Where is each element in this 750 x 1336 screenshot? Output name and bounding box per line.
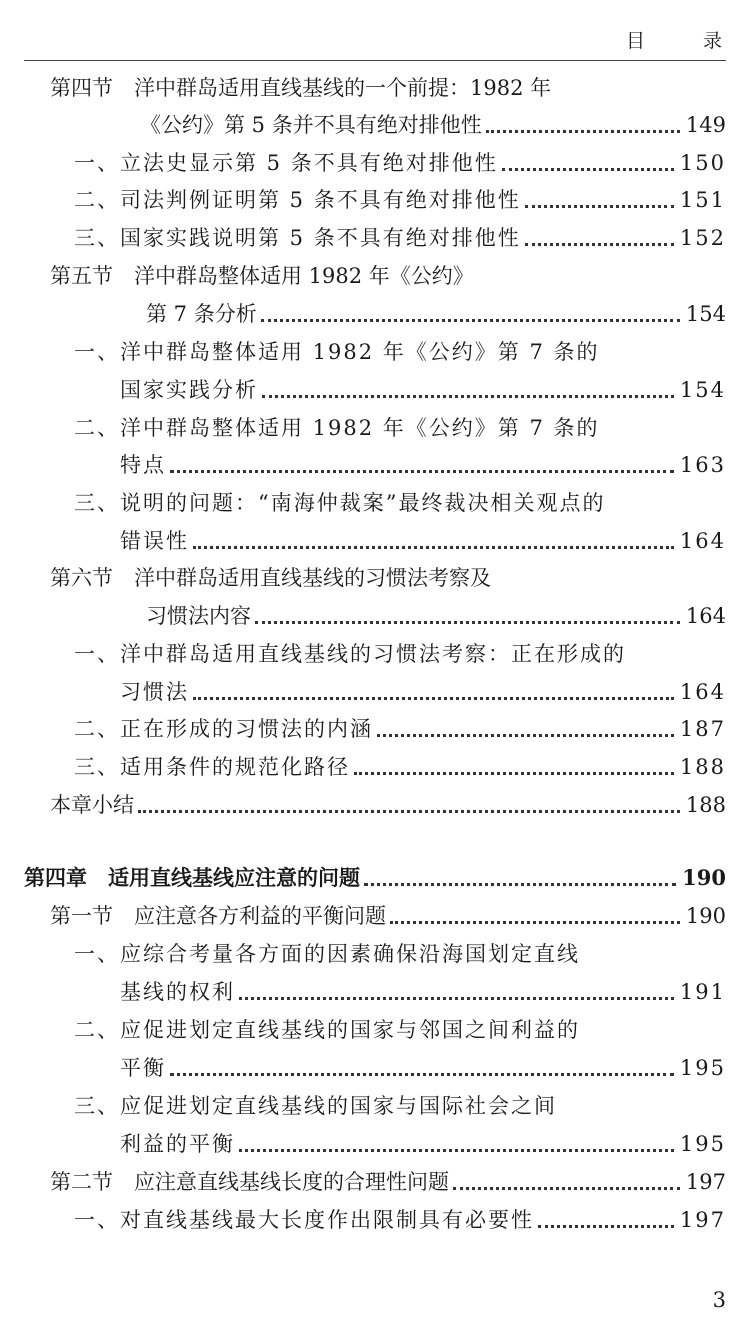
- toc-entry[interactable]: [74, 182, 726, 214]
- toc-entry[interactable]: [120, 523, 726, 555]
- toc-entry-title: 错误性: [120, 529, 189, 553]
- toc-entry-title: 二、洋中群岛整体适用 1982 年《公约》第 7 条的: [74, 416, 600, 440]
- toc-entry[interactable]: [120, 974, 726, 1006]
- toc-entry[interactable]: [74, 1012, 726, 1044]
- toc-entry[interactable]: [50, 787, 726, 819]
- toc-entry-title: 二、应促进划定直线基线的国家与邻国之间利益的: [74, 1018, 580, 1042]
- toc-entry-page: 188: [679, 755, 726, 779]
- dot-leader: [538, 1225, 674, 1228]
- toc-entry-title: 平衡: [120, 1056, 166, 1080]
- toc-entry-page: 150: [679, 151, 726, 175]
- toc-entry-title: 习惯法: [120, 680, 189, 704]
- toc-entry-title: 三、说明的问题：“南海仲裁案”最终裁决相关观点的: [74, 491, 606, 515]
- toc-entry-title: 第二节 应注意直线基线长度的合理性问题: [50, 1170, 449, 1194]
- toc-entry[interactable]: [74, 220, 726, 252]
- toc-entry[interactable]: [74, 636, 726, 668]
- toc-entry-page: 152: [679, 226, 726, 250]
- toc-entry-title: 第五节 洋中群岛整体适用 1982 年《公约》: [50, 264, 474, 288]
- dot-leader: [170, 1073, 674, 1076]
- toc-entry-page: 197: [679, 1208, 726, 1232]
- dot-leader: [138, 810, 680, 813]
- toc-entry[interactable]: [50, 70, 726, 102]
- toc-entry-title: 第四章 适用直线基线应注意的问题: [24, 865, 360, 890]
- header-title: 目 录: [625, 30, 748, 52]
- dot-leader: [170, 470, 674, 473]
- dot-leader: [193, 697, 674, 700]
- dot-leader: [377, 734, 674, 737]
- toc-entry-page: 154: [685, 302, 726, 326]
- toc-entry-page: 154: [679, 378, 726, 402]
- toc-entry-page: 187: [679, 717, 726, 741]
- toc-entry-title: 一、洋中群岛整体适用 1982 年《公约》第 7 条的: [74, 340, 600, 364]
- toc-entry-title: 三、应促进划定直线基线的国家与国际社会之间: [74, 1094, 557, 1118]
- toc-entry-title: 习惯法内容: [146, 604, 251, 628]
- toc-entry-title: 第四节 洋中群岛适用直线基线的一个前提：1982 年: [50, 76, 552, 100]
- dot-leader: [239, 1149, 674, 1152]
- toc-entry[interactable]: [74, 145, 726, 177]
- toc-entry[interactable]: [120, 1050, 726, 1082]
- toc-entry[interactable]: [24, 860, 726, 892]
- dot-leader: [262, 395, 674, 398]
- toc-entry-page: 195: [679, 1056, 726, 1080]
- toc-entry-title: 一、应综合考量各方面的因素确保沿海国划定直线: [74, 942, 580, 966]
- running-header: [24, 0, 748, 61]
- toc-entry-title: 《公约》第 5 条并不具有绝对排他性: [140, 113, 482, 137]
- toc-entry-title: 基线的权利: [120, 980, 235, 1004]
- toc-entry[interactable]: [74, 410, 726, 442]
- dot-leader: [364, 883, 676, 886]
- toc-entry-title: 一、洋中群岛适用直线基线的习惯法考察：正在形成的: [74, 642, 626, 666]
- toc-entry[interactable]: [146, 296, 726, 328]
- toc-entry-page: 164: [685, 604, 726, 628]
- toc-entry-page: 195: [679, 1132, 726, 1156]
- toc-entry-page: 190: [685, 904, 726, 928]
- toc-entry[interactable]: [120, 1126, 726, 1158]
- toc-entry-title: 一、立法史显示第 5 条不具有绝对排他性: [74, 151, 498, 175]
- dot-leader: [525, 205, 674, 208]
- toc-entry-title: 二、司法判例证明第 5 条不具有绝对排他性: [74, 188, 521, 212]
- toc-entry-page: 151: [679, 188, 726, 212]
- toc-entry-page: 164: [679, 529, 726, 553]
- toc-entry[interactable]: [74, 1202, 726, 1234]
- toc-entry-title: 第一节 应注意各方利益的平衡问题: [50, 904, 386, 928]
- dot-leader: [261, 319, 680, 322]
- toc-entry-title: 一、对直线基线最大长度作出限制具有必要性: [74, 1208, 534, 1232]
- toc-entry[interactable]: [146, 598, 726, 630]
- dot-leader: [239, 997, 674, 1000]
- dot-leader: [486, 130, 680, 133]
- toc-entry-title: 三、适用条件的规范化路径: [74, 755, 350, 779]
- dot-leader: [193, 546, 674, 549]
- toc-entry[interactable]: [120, 447, 726, 479]
- toc-entry-title: 第六节 洋中群岛适用直线基线的习惯法考察及: [50, 566, 491, 590]
- toc-entry[interactable]: [74, 711, 726, 743]
- toc-entry-title: 三、国家实践说明第 5 条不具有绝对排他性: [74, 226, 521, 250]
- toc-entry-page: 163: [679, 453, 726, 477]
- toc-entry-title: 国家实践分析: [120, 378, 258, 402]
- dot-leader: [502, 168, 674, 171]
- toc-entry[interactable]: [50, 898, 726, 930]
- toc-entry[interactable]: [74, 936, 726, 968]
- dot-leader: [453, 1187, 680, 1190]
- toc-entry-title: 第 7 条分析: [146, 302, 257, 326]
- dot-leader: [354, 772, 674, 775]
- toc-entry-page: 191: [679, 980, 726, 1004]
- toc-entry[interactable]: [50, 560, 726, 592]
- toc-entry-title: 特点: [120, 453, 166, 477]
- toc-entry[interactable]: [74, 749, 726, 781]
- toc-entry-page: 149: [685, 113, 726, 137]
- toc-entry-title: 本章小结: [50, 793, 134, 817]
- toc-entry[interactable]: [74, 1088, 726, 1120]
- dot-leader: [255, 621, 680, 624]
- page-number: 3: [712, 1288, 726, 1312]
- toc-entry-title: 利益的平衡: [120, 1132, 235, 1156]
- dot-leader: [525, 243, 674, 246]
- toc-entry-page: 197: [685, 1170, 726, 1194]
- toc-entry-page: 164: [679, 680, 726, 704]
- toc-entry[interactable]: [140, 107, 726, 139]
- toc-entry[interactable]: [120, 674, 726, 706]
- toc-entry-page: 190: [682, 865, 726, 890]
- toc-entry[interactable]: [50, 258, 726, 290]
- toc-entry[interactable]: [74, 334, 726, 366]
- toc-entry[interactable]: [120, 372, 726, 404]
- toc-entry[interactable]: [50, 1164, 726, 1196]
- toc-entry-page: 188: [685, 793, 726, 817]
- toc-entry-title: 二、正在形成的习惯法的内涵: [74, 717, 373, 741]
- toc-entry[interactable]: [74, 485, 726, 517]
- dot-leader: [390, 921, 680, 924]
